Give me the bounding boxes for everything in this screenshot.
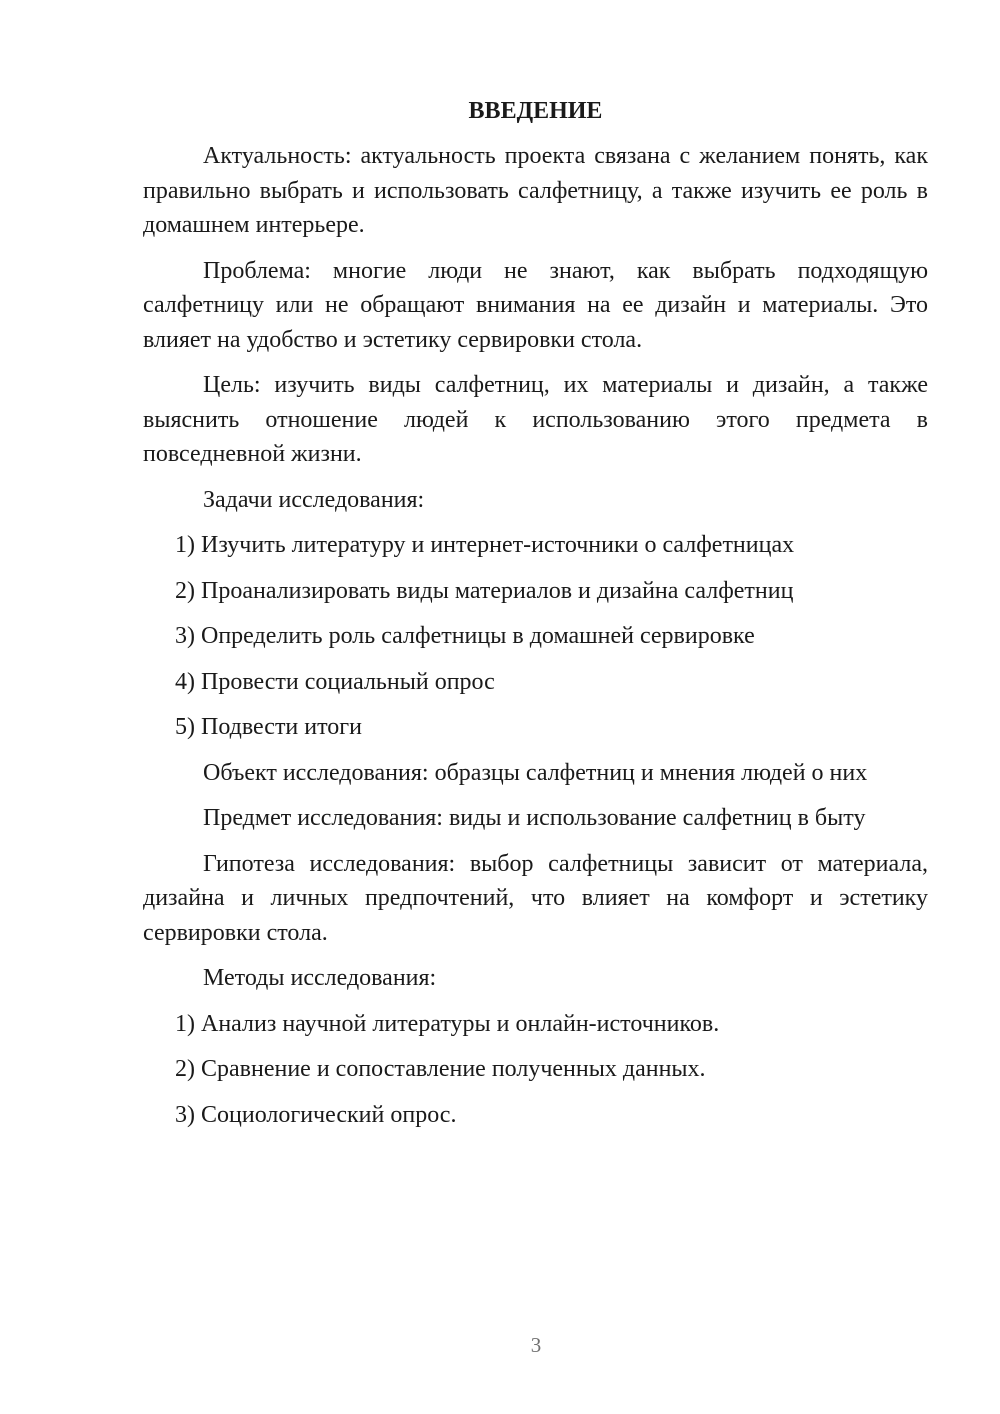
document-body bbox=[143, 94, 928, 1143]
tasks-list bbox=[143, 528, 928, 745]
paragraph-goal: Цель: изучить виды салфетниц, их материалы и дизайн, а также выяснить отношение людей к использованию этого предмета в повседневной жизни. bbox=[143, 372, 928, 467]
paragraph-relevance: Актуальность: актуальность проекта связана с желанием понять, как правильно выбрать и использовать салфетницу, а также изучить ее роль в домашнем интерьере. bbox=[143, 143, 928, 238]
methods-list bbox=[143, 1007, 928, 1133]
paragraph-hypothesis: Гипотеза исследования: выбор салфетницы зависит от материала, дизайна и личных предпочтений, что влияет на комфорт и эстетику сервировки стола. bbox=[143, 850, 928, 946]
list-item: 3) Социологический опрос. bbox=[175, 1101, 457, 1128]
page-title: ВВЕДЕНИЕ bbox=[468, 98, 603, 124]
tasks-heading: Задачи исследования: bbox=[203, 486, 425, 513]
list-item: 5) Подвести итоги bbox=[175, 714, 362, 740]
list-item: 2) Проанализировать виды материалов и дизайна салфетниц bbox=[175, 577, 794, 604]
list-item: 1) Анализ научной литературы и онлайн-источников. bbox=[175, 1010, 720, 1037]
list-item: 1) Изучить литературу и интернет-источники о салфетницах bbox=[175, 532, 795, 558]
list-item: 3) Определить роль салфетницы в домашней сервировке bbox=[175, 623, 755, 649]
paragraph-subject: Предмет исследования: виды и использование салфетниц в быту bbox=[203, 805, 866, 831]
paragraph-problem: Проблема: многие люди не знают, как выбрать подходящую салфетницу или не обращают внимания на ее дизайн и материалы. Это влияет на удобство и эстетику сервировки стола. bbox=[143, 257, 928, 353]
list-item: 4) Провести социальный опрос bbox=[175, 668, 495, 695]
list-item: 2) Сравнение и сопоставление полученных данных. bbox=[175, 1056, 706, 1082]
page-number: 3 bbox=[530, 1333, 542, 1357]
paragraph-object: Объект исследования: образцы салфетниц и мнения людей о них bbox=[203, 759, 868, 786]
methods-heading: Методы исследования: bbox=[203, 965, 437, 991]
